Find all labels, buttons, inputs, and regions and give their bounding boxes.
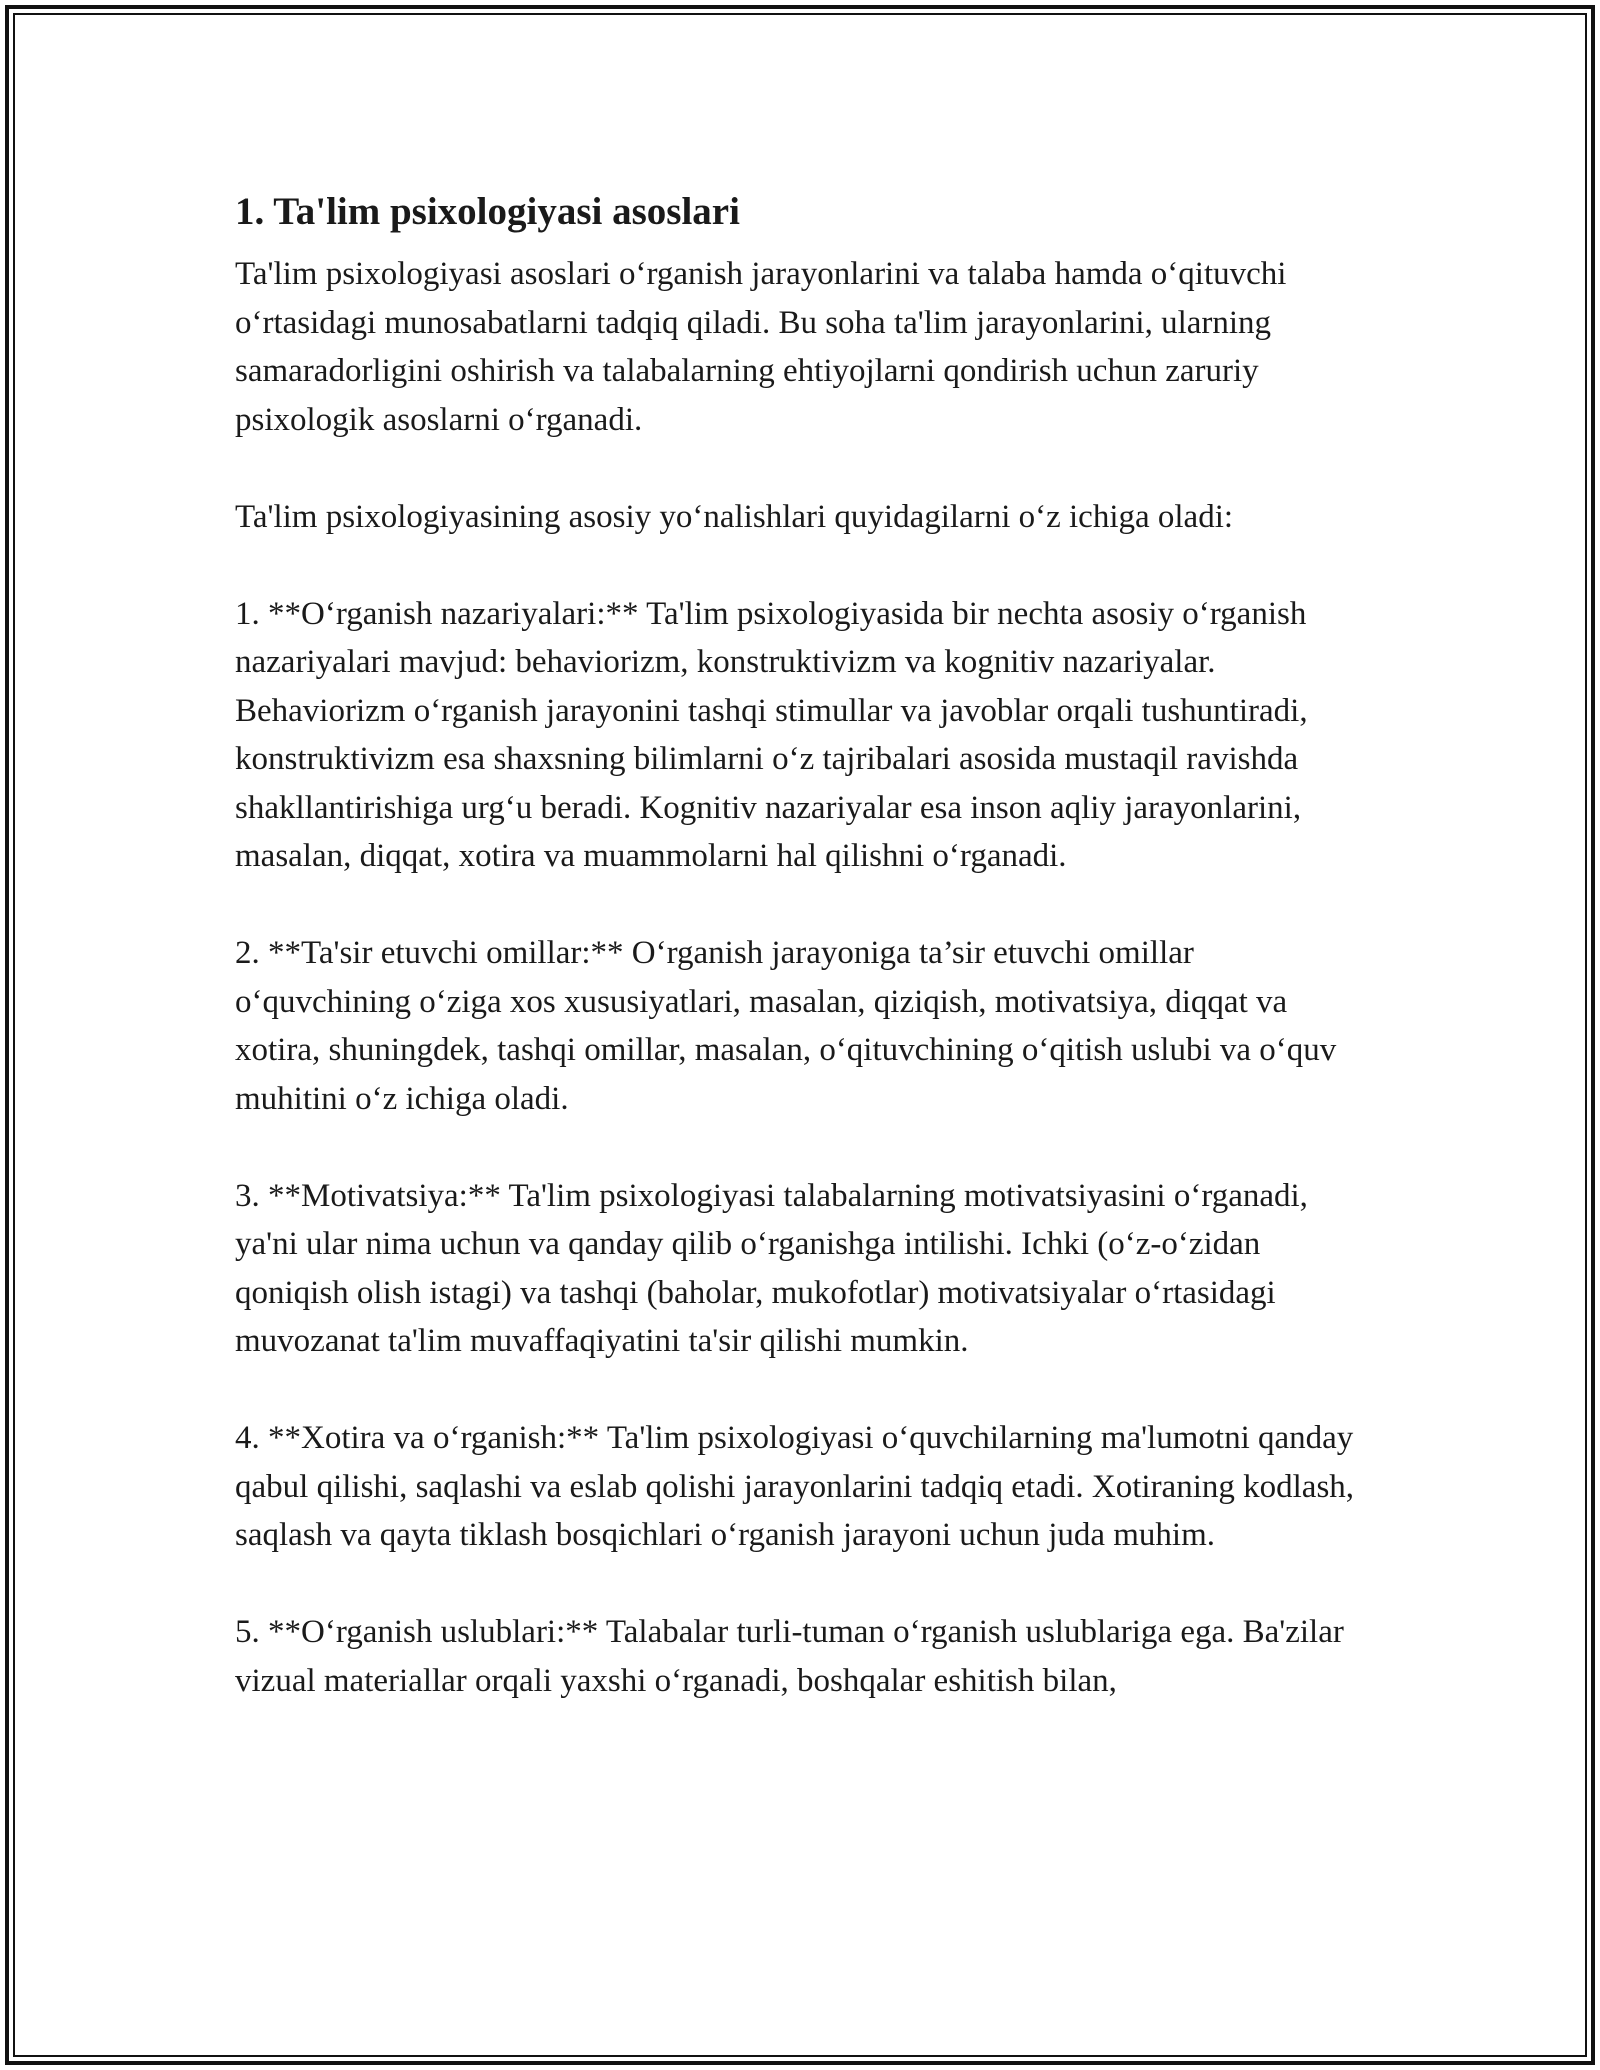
paragraph-directions-intro: Ta'lim psixologiyasining asosiy yo‘nalishlari quyidagilarni o‘z ichiga oladi: [235,498,1234,535]
list-item-memory-learning: 4. **Xotira va o‘rganish:** Ta'lim psixologiyasi o‘quvchilarning ma'lumotni qanday qabul qilishi, saqlashi va eslab qolishi jarayonlarini tadqiq etadi. Xotiraning kodlash, saqlash va qayta tiklash bosqichlari o‘rganish jarayoni uchun juda muhim. [235,1420,1355,1553]
list-item-influencing-factors: 2. **Ta'sir etuvchi omillar:** O‘rganish jarayoniga ta’sir etuvchi omillar o‘quvchining o‘ziga xos xususiyatlari, masalan, qiziqish, motivatsiya, diqqat va xotira, shuningdek, tashqi omillar, masalan, o‘qituvchining o‘qitish uslubi va o‘quv muhitini o‘z ichiga oladi. [235,935,1337,1117]
paragraph-intro: Ta'lim psixologiyasi asoslari o‘rganish jarayonlarini va talaba hamda o‘qituvchi o‘rtasidagi munosabatlarni tadqiq qiladi. Bu soha ta'lim jarayonlarini, ularning samaradorligini oshirish va talabalarning ehtiyojlarni qondirish uchun zaruriy psixologik asoslarni o‘rganadi. [235,256,1287,438]
section-heading: 1. Ta'lim psixologiyasi asoslari [235,190,740,233]
list-item-learning-styles: 5. **O‘rganish uslublari:** Talabalar turli-tuman o‘rganish uslublariga ega. Ba'zilar vizual materiallar orqali yaxshi o‘rganadi, boshqalar eshitish bilan, [235,1614,1344,1699]
list-item-motivation: 3. **Motivatsiya:** Ta'lim psixologiyasi talabalarning motivatsiyasini o‘rganadi, ya'ni ular nima uchun va qanday qilib o‘rganishga intilishi. Ichki (o‘z-o‘zidan qoniqish olish istagi) va tashqi (baholar, mukofotlar) motivatsiyalar o‘rtasidagi muvozanat ta'lim muvaffaqiyatini ta'sir qilishi mumkin. [235,1177,1308,1359]
document-body [235,186,1375,1705]
list-item-learning-theories: 1. **O‘rganish nazariyalari:** Ta'lim psixologiyasida bir nechta asosiy o‘rganish nazariyalari mavjud: behaviorizm, konstruktivizm va kognitiv nazariyalar. Behaviorizm o‘rganish jarayonini tashqi stimullar va javoblar orqali tushuntiradi, konstruktivizm esa shaxsning bilimlarni o‘z tajribalari asosida mustaqil ravishda shakllantirishiga urg‘u beradi. Kognitiv nazariyalar esa inson aqliy jarayonlarini, masalan, diqqat, xotira va muammolarni hal qilishni o‘rganadi. [235,595,1308,874]
